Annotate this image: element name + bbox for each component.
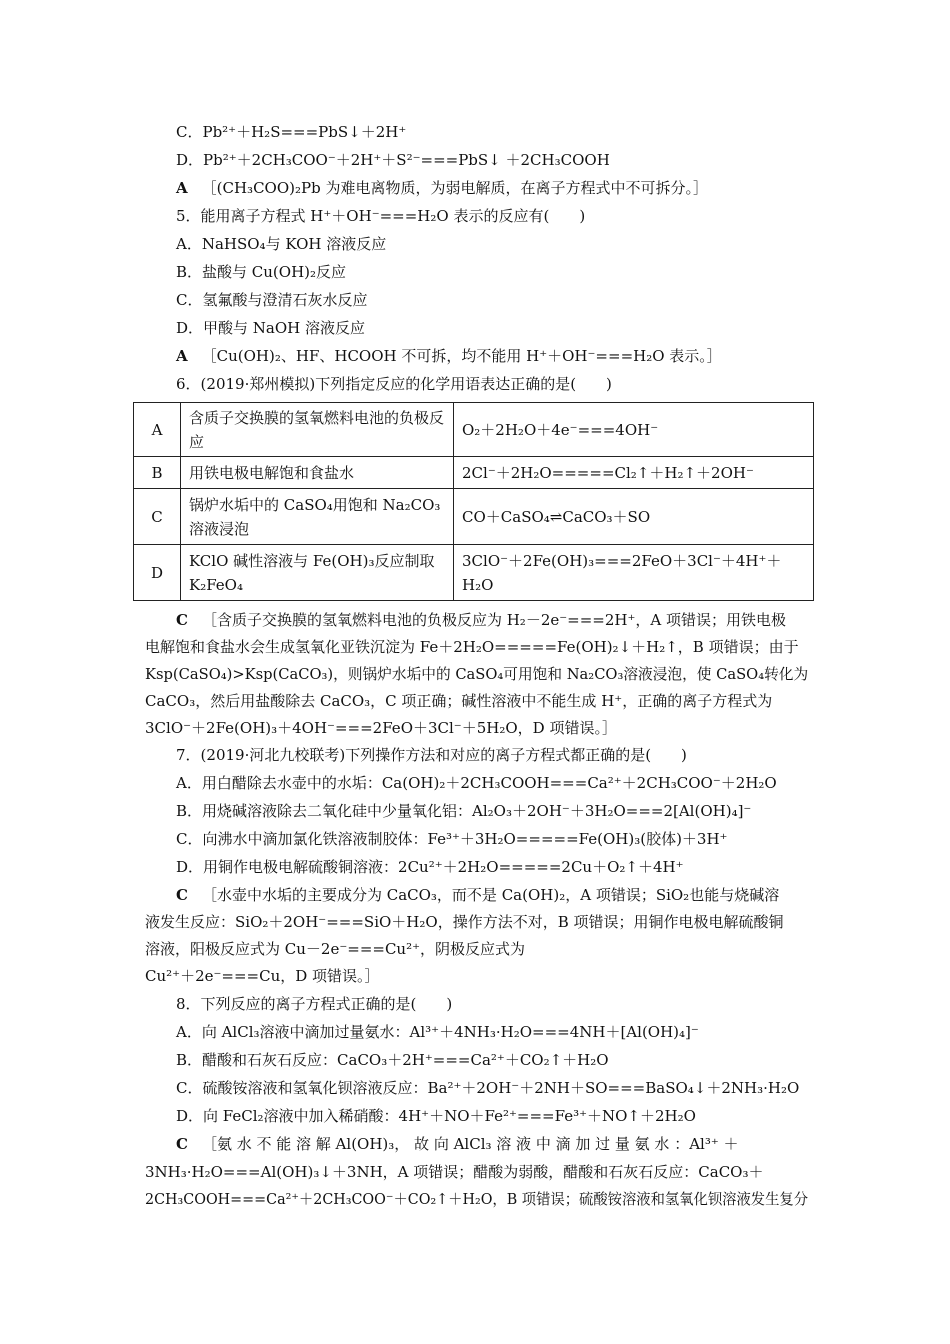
row-label: D	[134, 545, 181, 601]
q6-explanation-line: CaCO₃，然后用盐酸除去 CaCO₃，C 项正确；碱性溶液中不能生成 H⁺，正确的离子方程式为	[145, 692, 773, 710]
q8-option-d: D．向 FeCl₂溶液中加入稀硝酸：4H⁺＋NO＋Fe²⁺===Fe³⁺＋NO↑＋2H₂O	[176, 1107, 696, 1125]
row-equation: 2Cl⁻＋2H₂O=====Cl₂↑＋H₂↑＋2OH⁻	[454, 457, 814, 489]
q8-option-a: A．向 AlCl₃溶液中滴加过量氨水：Al³⁺＋4NH₃·H₂O===4NH＋[Al(OH)₄]⁻	[176, 1023, 699, 1041]
answer-letter: C	[176, 611, 188, 629]
q7-explanation-line: 溶液，阳极反应式为 Cu－2e⁻===Cu²⁺，阴极反应式为	[145, 940, 526, 958]
q7-option-a: A．用白醋除去水壶中的水垢：Ca(OH)₂＋2CH₃COOH===Ca²⁺＋2CH₃COO⁻＋2H₂O	[176, 774, 777, 792]
q6-options-table	[133, 402, 814, 601]
answer-letter: C	[176, 886, 188, 904]
table-row	[134, 457, 814, 489]
row-description: 用铁电极电解饱和食盐水	[181, 457, 454, 489]
row-label: C	[134, 489, 181, 545]
q4-option-d: D．Pb²⁺＋2CH₃COO⁻＋2H⁺＋S²⁻===PbS↓ ＋2CH₃COOH	[176, 151, 610, 169]
answer-letter: A	[176, 179, 188, 197]
q7-option-c: C．向沸水中滴加氯化铁溶液制胶体：Fe³⁺＋3H₂O=====Fe(OH)₃(胶体)＋3H⁺	[176, 830, 728, 848]
row-description: 锅炉水垢中的 CaSO₄用饱和 Na₂CO₃溶液浸泡	[181, 489, 454, 545]
answer-text: ［含质子交换膜的氢氧燃料电池的负极反应为 H₂－2e⁻===2H⁺，A 项错误；用铁电极	[201, 611, 787, 629]
q8-explanation-line: 2CH₃COOH===Ca²⁺＋2CH₃COO⁻＋CO₂↑＋H₂O，B 项错误；硫酸铵溶液和氢氧化钡溶液发生复分	[145, 1190, 809, 1208]
q7-explanation-line: 液发生反应：SiO₂＋2OH⁻===SiO＋H₂O，操作方法不对，B 项错误；用铜作电极电解硫酸铜	[145, 913, 784, 931]
row-description: 含质子交换膜的氢氧燃料电池的负极反应	[181, 403, 454, 457]
q8-explanation-line: 3NH₃·H₂O===Al(OH)₃↓＋3NH，A 项错误；醋酸为弱酸，醋酸和石灰石反应：CaCO₃＋	[145, 1163, 764, 1181]
answer-text: ［水壶中水垢的主要成分为 CaCO₃，而不是 Ca(OH)₂，A 项错误；SiO₂也能与烧碱溶	[201, 886, 780, 904]
row-label: B	[134, 457, 181, 489]
q5-answer	[176, 346, 722, 366]
answer-letter: A	[176, 347, 188, 365]
row-equation: O₂＋2H₂O＋4e⁻===4OH⁻	[454, 403, 814, 457]
q5-option-b: B．盐酸与 Cu(OH)₂反应	[176, 263, 347, 281]
q4-option-c: C．Pb²⁺＋H₂S===PbS↓＋2H⁺	[176, 123, 407, 141]
q8-option-b: B．醋酸和石灰石反应：CaCO₃＋2H⁺===Ca²⁺＋CO₂↑＋H₂O	[176, 1051, 609, 1069]
table-row	[134, 489, 814, 545]
q6-explanation-line: 3ClO⁻＋2Fe(OH)₃＋4OH⁻===2FeO＋3Cl⁻＋5H₂O，D 项错误。］	[145, 719, 617, 737]
table-row	[134, 545, 814, 601]
q6-stem: 6．(2019·郑州模拟)下列指定反应的化学用语表达正确的是( )	[176, 375, 612, 393]
q5-option-d: D．甲酸与 NaOH 溶液反应	[176, 319, 366, 337]
q7-explanation-line: Cu²⁺＋2e⁻===Cu，D 项错误。］	[145, 967, 380, 985]
q8-stem: 8．下列反应的离子方程式正确的是( )	[176, 995, 453, 1013]
q7-option-b: B．用烧碱溶液除去二氧化硅中少量氧化铝：Al₂O₃＋2OH⁻＋3H₂O===2[Al(OH)₄]⁻	[176, 802, 752, 820]
q4-answer	[176, 178, 708, 198]
answer-text: ［Cu(OH)₂、HF、HCOOH 不可拆，均不能用 H⁺＋OH⁻===H₂O 表示。］	[201, 347, 722, 365]
q8-option-c: C．硫酸铵溶液和氢氧化钡溶液反应：Ba²⁺＋2OH⁻＋2NH＋SO===BaSO₄↓＋2NH₃·H₂O	[176, 1079, 800, 1097]
q5-stem: 5．能用离子方程式 H⁺＋OH⁻===H₂O 表示的反应有( )	[176, 207, 586, 225]
answer-text: ［(CH₃COO)₂Pb 为难电离物质，为弱电解质，在离子方程式中不可拆分。］	[201, 179, 708, 197]
q8-answer	[176, 1134, 739, 1154]
row-equation: 3ClO⁻＋2Fe(OH)₃===2FeO＋3Cl⁻＋4H⁺＋H₂O	[454, 545, 814, 601]
q7-option-d: D．用铜作电极电解硫酸铜溶液：2Cu²⁺＋2H₂O=====2Cu＋O₂↑＋4H⁺	[176, 858, 684, 876]
q5-option-c: C．氢氟酸与澄清石灰水反应	[176, 291, 368, 309]
row-label: A	[134, 403, 181, 457]
q6-answer	[176, 610, 786, 630]
row-description: KClO 碱性溶液与 Fe(OH)₃反应制取 K₂FeO₄	[181, 545, 454, 601]
table-row	[134, 403, 814, 457]
answer-text: ［氨 水 不 能 溶 解 Al(OH)₃， 故 向 AlCl₃ 溶 液 中 滴 加 过 量 氨 水 ：Al³⁺ ＋	[201, 1135, 739, 1153]
q5-option-a: A．NaHSO₄与 KOH 溶液反应	[176, 235, 387, 253]
q7-stem: 7．(2019·河北九校联考)下列操作方法和对应的离子方程式都正确的是( )	[176, 746, 687, 764]
q6-explanation-line: Ksp(CaSO₄)>Ksp(CaCO₃)，则锅炉水垢中的 CaSO₄可用饱和 Na₂CO₃溶液浸泡，使 CaSO₄转化为	[145, 665, 809, 683]
row-equation: CO＋CaSO₄⇌CaCO₃＋SO	[454, 489, 814, 545]
answer-letter: C	[176, 1135, 188, 1153]
q6-explanation-line: 电解饱和食盐水会生成氢氧化亚铁沉淀为 Fe＋2H₂O=====Fe(OH)₂↓＋H₂↑，B 项错误；由于	[145, 638, 799, 656]
q7-answer	[176, 885, 779, 905]
